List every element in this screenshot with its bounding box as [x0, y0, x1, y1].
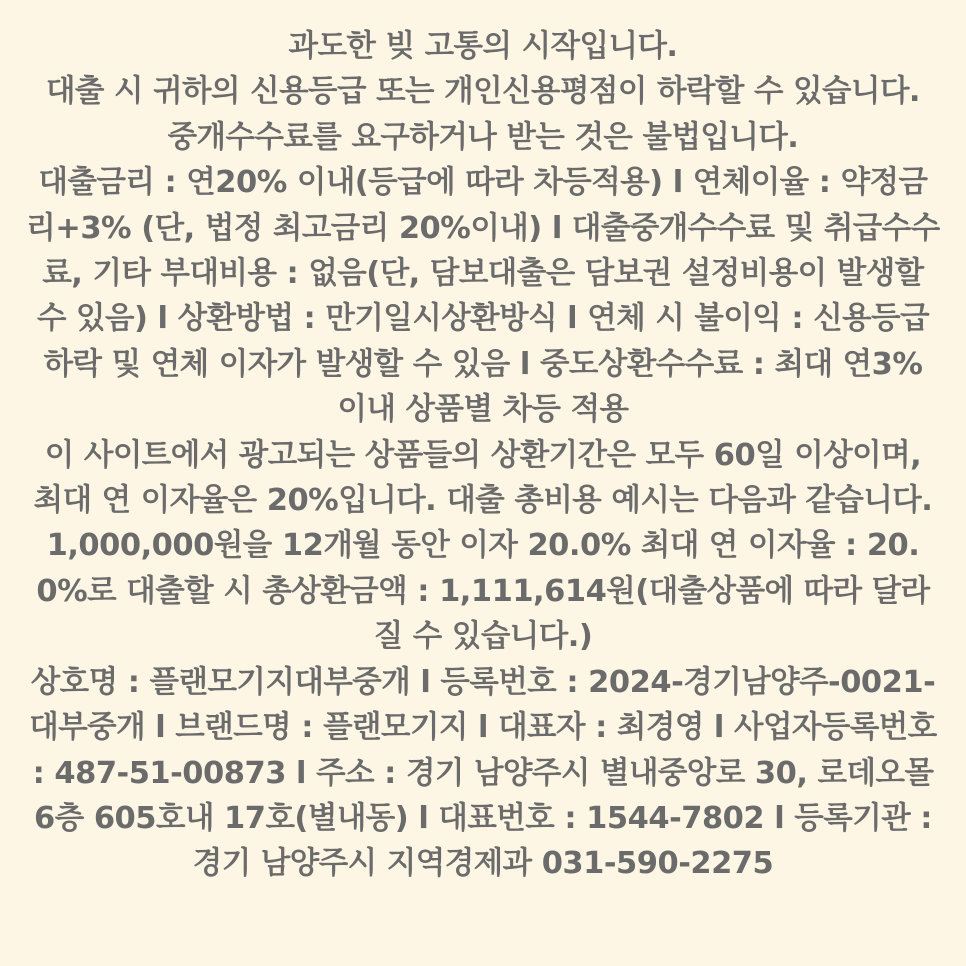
company-info-paragraph: 상호명 : 플랜모기지대부중개 l 등록번호 : 2024-경기남양주-0021-대부중개 l 브랜드명 : 플랜모기지 l 대표자 : 최경영 l 사업자등록번호 : 487-51-00873 l 주소 : 경기 남양주시 별내중앙로 30, 로데오몰 6층 605호내 17호(별내동) l 대표번호 : 1544-7802 l 등록기관 : 경기 남양주시 지역경제과 031-590-2275: [29, 664, 937, 882]
credit-rating-warning-line: 대출 시 귀하의 신용등급 또는 개인신용평점이 하락할 수 있습니다.: [45, 74, 921, 110]
loan-cost-example-paragraph: 이 사이트에서 광고되는 상품들의 상환기간은 모두 60일 이상이며, 최대 연 이자율은 20%입니다. 대출 총비용 예시는 다음과 같습니다. 1,000,000원을 12개월 동안 이자 20.0% 최대 연 이자율 : 20.0%로 대출할 시 총상환금액 : 1,111,614원(대출상품에 따라 달라질 수 있습니다.): [33, 437, 933, 655]
debt-warning-line: 과도한 빚 고통의 시작입니다.: [288, 29, 678, 64]
loan-terms-paragraph: 대출금리 : 연20% 이내(등급에 따라 차등적용) l 연체이율 : 약정금리+3% (단, 법정 최고금리 20%이내) l 대출중개수수료 및 취급수수료, 기타 부대비용 : 없음(단, 담보대출은 담보권 설정비용이 발생할 수 있음) l 상환방법 : 만기일시상환방식 l 연체 시 불이익 : 신용등급 하락 및 연체 이자가 발생할 수 있음 l 중도상환수수료 : 최대 연3% 이내 상품별 차등 적용: [26, 165, 940, 428]
brokerage-fee-warning-line: 중개수수료를 요구하거나 받는 것은 불법입니다.: [167, 119, 799, 155]
